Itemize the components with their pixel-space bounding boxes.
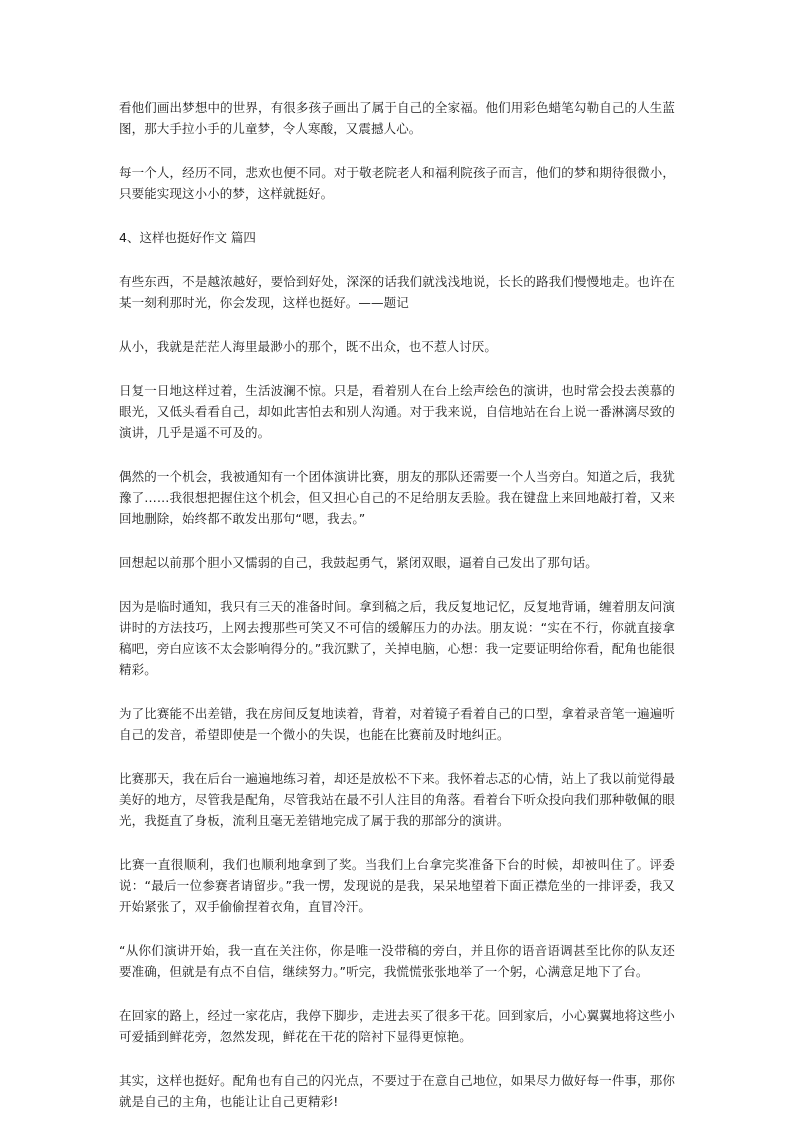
- paragraph: 因为是临时通知，我只有三天的准备时间。拿到稿之后，我反复地记忆，反复地背诵，缠着朋友问演讲时的方法技巧，上网去搜那些可笑又不可信的缓解压力的办法。朋友说：“实在不行，你就直接拿稿吧，旁白应该不太会影响得分的。”我沉默了，关掉电脑，心想：我一定要证明给你看，配角也能很精彩。: [119, 599, 675, 677]
- paragraph: 为了比赛能不出差错，我在房间反复地读着，背着，对着镜子看着自己的口型，拿着录音笔一遍遍听自己的发音，希望即使是一个微小的失误，也能在比赛前及时地纠正。: [119, 706, 675, 742]
- paragraph: 日复一日地这样过着，生活波澜不惊。只是，看着别人在台上绘声绘色的演讲，也时常会投去羡慕的眼光，又低头看看自己，却如此害怕去和别人沟通。对于我来说，自信地站在台上说一番淋漓尽致的演讲，几乎是遥不可及的。: [119, 383, 675, 440]
- paragraph: 比赛那天，我在后台一遍遍地练习着，却还是放松不下来。我怀着忐忑的心情，站上了我以前觉得最美好的地方，尽管我是配角，尽管我站在最不引人注目的角落。看着台下听众投向我们那种敬佩的眼光，我挺直了身板，流利且毫无差错地完成了属于我的那部分的演讲。: [119, 771, 675, 828]
- paragraph: “从你们演讲开始，我一直在关注你，你是唯一没带稿的旁白，并且你的语音语调甚至比你的队友还要准确，但就是有点不自信，继续努力。”听完，我慌慌张张地举了一个躬，心满意足地下了台。: [119, 943, 675, 979]
- paragraph: 比赛一直很顺利，我们也顺利地拿到了奖。当我们上台拿完奖准备下台的时候，却被叫住了。评委说：“最后一位参赛者请留步。”我一愣，发现说的是我，呆呆地望着下面正襟危坐的一排评委，我又开始紧张了，双手偷偷捏着衣角，直冒冷汗。: [119, 857, 675, 914]
- paragraph: 其实，这样也挺好。配角也有自己的闪光点，不要过于在意自己地位，如果尽力做好每一件事，那你就是自己的主角，也能让让自己更精彩!: [119, 1073, 675, 1109]
- document-page: [119, 97, 675, 1135]
- paragraph: 偶然的一个机会，我被通知有一个团体演讲比赛，朋友的那队还需要一个人当旁白。知道之后，我犹豫了……我很想把握住这个机会，但又担心自己的不足给朋友丢脸。我在键盘上来回地敲打着，又来回地删除，始终都不敢发出那句“嗯，我去。”: [119, 469, 675, 526]
- paragraph: 从小，我就是茫茫人海里最渺小的那个，既不出众，也不惹人讨厌。: [119, 339, 498, 354]
- epigraph-paragraph: 有些东西，不是越浓越好，要恰到好处，深深的话我们就浅浅地说，长长的路我们慢慢地走。也许在某一刻利那时光，你会发现，这样也挺好。——题记: [119, 274, 675, 310]
- paragraph: 每一个人，经历不同，悲欢也便不同。对于敬老院老人和福利院孩子而言，他们的梦和期待很微小，只要能实现这小小的梦，这样就挺好。: [119, 165, 675, 201]
- paragraph: 在回家的路上，经过一家花店，我停下脚步，走进去买了很多干花。回到家后，小心翼翼地将这些小可爱插到鲜花旁，忽然发现，鲜花在干花的陪衬下显得更惊艳。: [119, 1008, 675, 1044]
- paragraph: 看他们画出梦想中的世界，有很多孩子画出了属于自己的全家福。他们用彩色蜡笔勾勒自己的人生蓝图，那大手拉小手的儿童梦，令人寒酸，又震撼人心。: [119, 100, 675, 136]
- section-heading: 4、这样也挺好作文 篇四: [119, 230, 256, 245]
- paragraph: 回想起以前那个胆小又懦弱的自己，我鼓起勇气，紧闭双眼，逼着自己发出了那句话。: [119, 555, 598, 570]
